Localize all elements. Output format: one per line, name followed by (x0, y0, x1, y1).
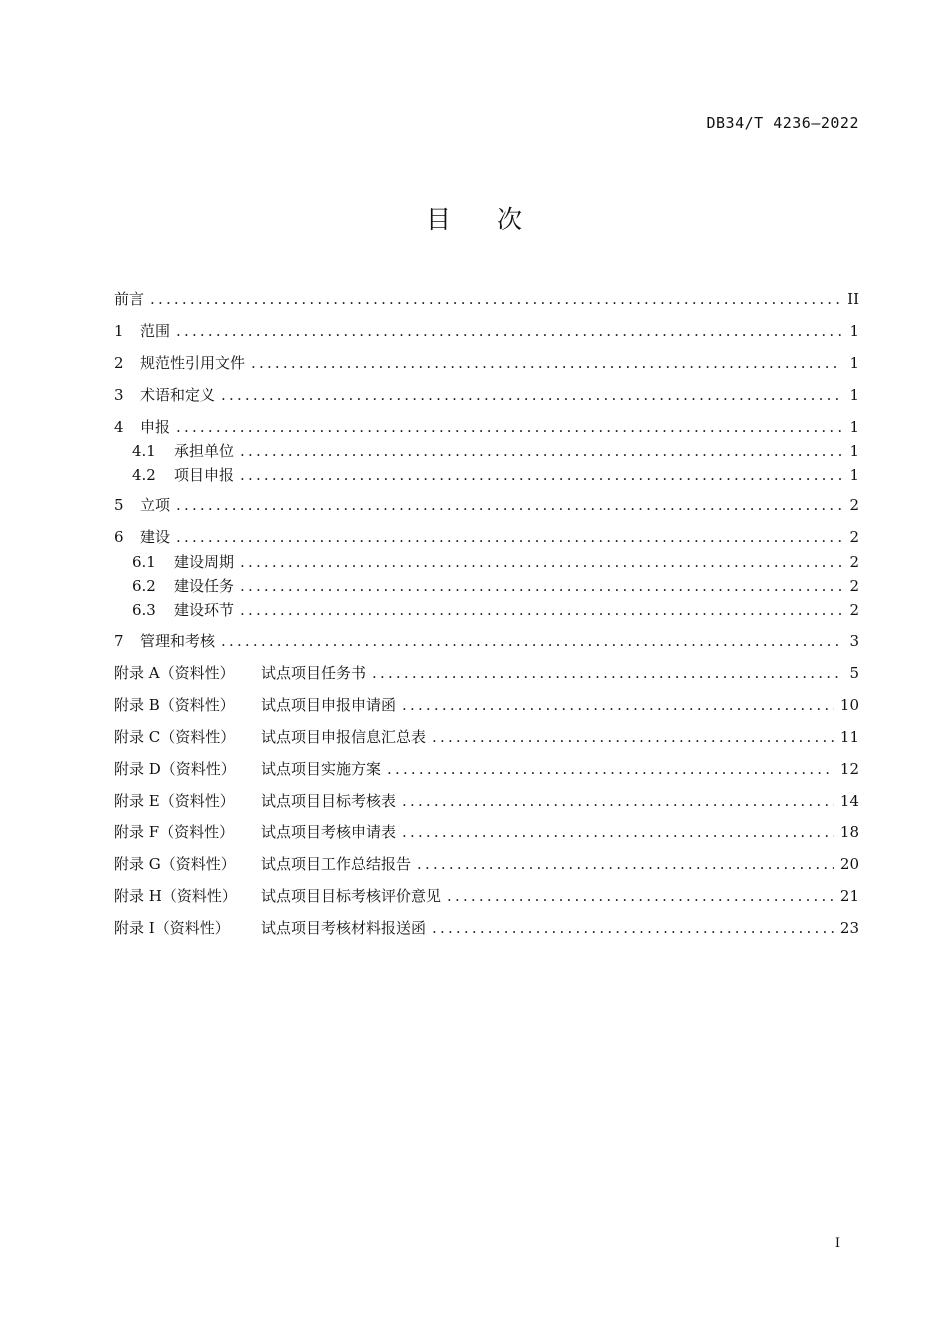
toc-entry-label: 项目申报 (174, 466, 235, 484)
appendix-prefix: 附录 A（资料性） (114, 664, 235, 682)
toc-entry-number: 6.1 (132, 553, 156, 571)
toc-entry-number: 6.3 (132, 601, 156, 619)
toc-leader (447, 885, 834, 907)
appendix-prefix: 附录 I（资料性） (114, 919, 230, 937)
toc-leader (402, 821, 834, 843)
appendix-label: 试点项目目标考核评价意见 (261, 887, 442, 905)
toc-entry-label: 申报 (140, 418, 171, 436)
toc-entry-page: 2 (849, 528, 859, 546)
appendix-prefix: 附录 F（资料性） (114, 823, 235, 841)
appendix-page: 23 (839, 919, 859, 937)
toc-leader (240, 575, 841, 597)
toc-entry[interactable] (114, 320, 859, 342)
toc-entry[interactable] (114, 526, 859, 548)
toc-entry-number: 6 (114, 528, 124, 546)
toc-leader (372, 662, 841, 684)
page-title (0, 200, 950, 236)
toc-subentry[interactable] (132, 551, 859, 573)
toc-entry-number: 1 (114, 322, 124, 340)
appendix-page: 21 (839, 887, 859, 905)
appendix-label: 试点项目实施方案 (261, 760, 382, 778)
toc-leader (240, 599, 841, 621)
toc-entry[interactable] (114, 630, 859, 652)
appendix-label: 试点项目申报信息汇总表 (261, 728, 427, 746)
toc-entry[interactable] (114, 288, 859, 310)
toc-leader (176, 526, 841, 548)
toc-entry-number: 5 (114, 496, 124, 514)
toc-entry-label: 建设环节 (174, 601, 235, 619)
toc-entry-page: 1 (849, 418, 859, 436)
toc-entry-label: 规范性引用文件 (140, 354, 246, 372)
toc-appendix[interactable] (114, 758, 859, 780)
toc-entry[interactable] (114, 352, 859, 374)
toc-entry-label: 前言 (114, 290, 145, 308)
toc-leader (176, 494, 841, 516)
appendix-page: 12 (839, 760, 859, 778)
toc-entry-number: 6.2 (132, 577, 156, 595)
toc-entry-page: 2 (849, 577, 859, 595)
appendix-page: 5 (849, 664, 859, 682)
toc-entry-page: 1 (849, 322, 859, 340)
document-code: DB34/T 4236—2022 (706, 114, 859, 132)
appendix-label: 试点项目工作总结报告 (261, 855, 412, 873)
toc-entry[interactable] (114, 384, 859, 406)
toc-entry-number: 4.1 (132, 442, 156, 460)
toc-entry-label: 立项 (140, 496, 171, 514)
toc-entry-label: 管理和考核 (140, 632, 216, 650)
toc-entry[interactable] (114, 494, 859, 516)
toc-leader (402, 694, 834, 716)
toc-entry-label: 范围 (140, 322, 171, 340)
appendix-label: 试点项目考核材料报送函 (261, 919, 427, 937)
toc-entry-label: 术语和定义 (140, 386, 216, 404)
toc-subentry[interactable] (132, 575, 859, 597)
toc-entry-page: 2 (849, 553, 859, 571)
toc-entry-number: 7 (114, 632, 124, 650)
toc-entry-page: 1 (849, 442, 859, 460)
toc-leader (402, 790, 834, 812)
toc-leader (240, 464, 841, 486)
appendix-prefix: 附录 B（资料性） (114, 696, 235, 714)
toc-leader (176, 320, 841, 342)
toc-entry-number: 4 (114, 418, 124, 436)
title-char-2: 次 (497, 205, 525, 234)
appendix-prefix: 附录 D（资料性） (114, 760, 236, 778)
toc-appendix[interactable] (114, 853, 859, 875)
toc-leader (221, 384, 841, 406)
appendix-page: 18 (839, 823, 859, 841)
toc-leader (176, 416, 841, 438)
toc-entry-page: II (847, 290, 859, 308)
toc-entry-page: 3 (849, 632, 859, 650)
toc-entry-number: 3 (114, 386, 124, 404)
toc-subentry[interactable] (132, 440, 859, 462)
appendix-page: 20 (839, 855, 859, 873)
toc-leader (432, 726, 834, 748)
toc-leader (417, 853, 834, 875)
toc-subentry[interactable] (132, 599, 859, 621)
appendix-label: 试点项目任务书 (261, 664, 367, 682)
appendix-label: 试点项目考核申请表 (261, 823, 397, 841)
toc-entry-label: 建设任务 (174, 577, 235, 595)
appendix-page: 11 (839, 728, 859, 746)
appendix-prefix: 附录 C（资料性） (114, 728, 236, 746)
toc-appendix[interactable] (114, 917, 859, 939)
toc-entry-page: 1 (849, 466, 859, 484)
toc-appendix[interactable] (114, 790, 859, 812)
toc-leader (150, 288, 841, 310)
toc-leader (240, 551, 841, 573)
appendix-page: 10 (839, 696, 859, 714)
toc-appendix[interactable] (114, 694, 859, 716)
toc-leader (432, 917, 834, 939)
toc-subentry[interactable] (132, 464, 859, 486)
toc-leader (251, 352, 841, 374)
toc-entry-label: 承担单位 (174, 442, 235, 460)
toc-entry-label: 建设 (140, 528, 171, 546)
appendix-prefix: 附录 H（资料性） (114, 887, 237, 905)
toc-entry[interactable] (114, 416, 859, 438)
toc-entry-page: 2 (849, 601, 859, 619)
toc-entry-number: 2 (114, 354, 124, 372)
toc-entry-number: 4.2 (132, 466, 156, 484)
toc-entry-page: 2 (849, 496, 859, 514)
toc-appendix[interactable] (114, 662, 859, 684)
appendix-label: 试点项目申报申请函 (261, 696, 397, 714)
appendix-page: 14 (839, 792, 859, 810)
toc-entry-page: 1 (849, 386, 859, 404)
toc-appendix[interactable] (114, 885, 859, 907)
toc-appendix[interactable] (114, 821, 859, 843)
toc-appendix[interactable] (114, 726, 859, 748)
appendix-prefix: 附录 G（资料性） (114, 855, 236, 873)
appendix-prefix: 附录 E（资料性） (114, 792, 235, 810)
toc-leader (221, 630, 841, 652)
toc-leader (240, 440, 841, 462)
toc-entry-label: 建设周期 (174, 553, 235, 571)
appendix-label: 试点项目目标考核表 (261, 792, 397, 810)
title-char-1: 目 (425, 205, 453, 234)
toc-leader (387, 758, 834, 780)
page-number: I (834, 1236, 840, 1251)
toc-entry-page: 1 (849, 354, 859, 372)
